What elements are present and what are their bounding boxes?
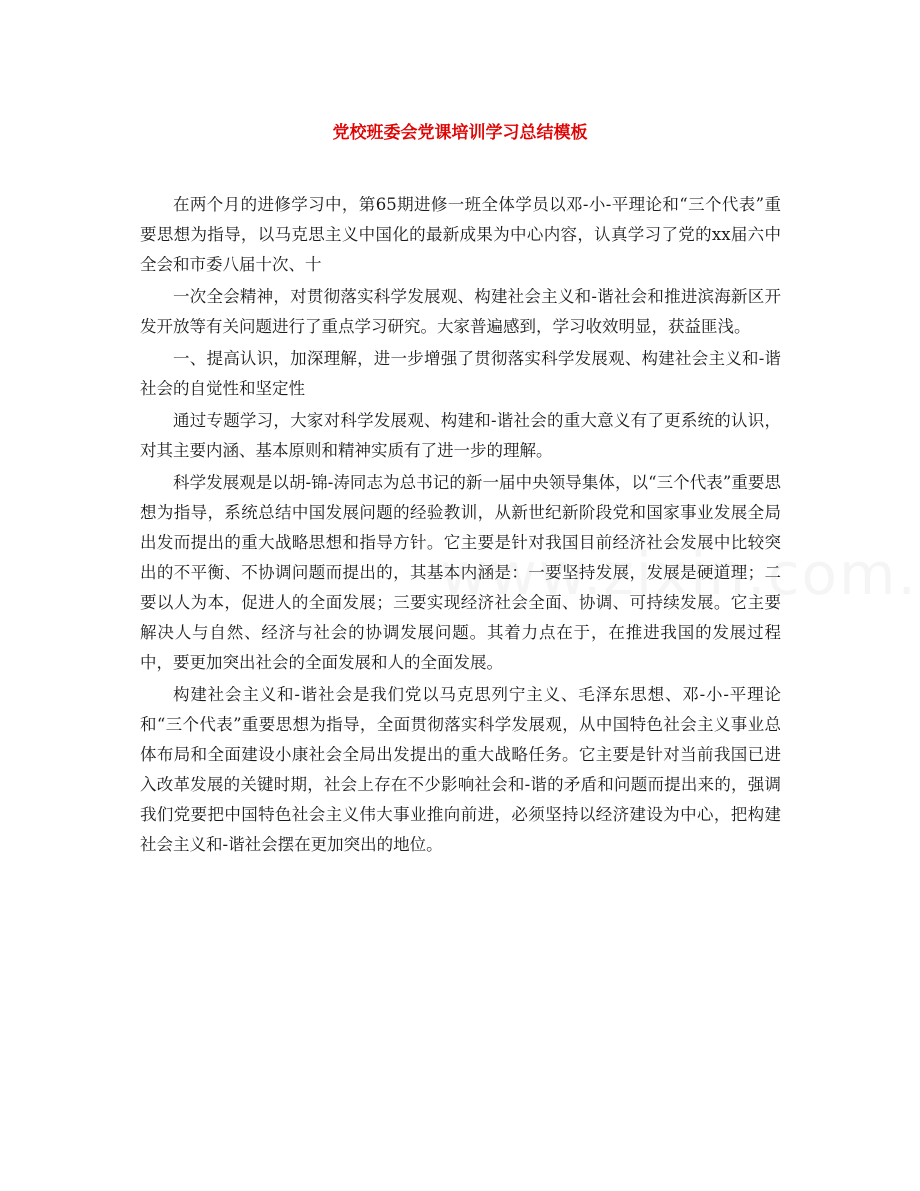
paragraph-1: 在两个月的进修学习中，第65期进修一班全体学员以邓-小-平理论和“三个代表”重要思想为指导，以马克思主义中国化的最新成果为中心内容，认真学习了党的xx届六中全会和市委八届十次、十	[140, 195, 781, 274]
paragraph-2: 一次全会精神，对贯彻落实科学发展观、构建社会主义和-谐社会和推进滨海新区开发开放等有关问题进行了重点学习研究。大家普遍感到，学习收效明显，获益匪浅。	[140, 287, 781, 336]
paragraph-4: 科学发展观是以胡-锦-涛同志为总书记的新一届中央领导集体，以“三个代表”重要思想为指导，系统总结中国发展问题的经验教训，从新世纪新阶段党和国家事业发展全局出发而提出的重大战略思想和指导方针。它主要是针对我国目前经济社会发展中比较突出的不平衡、不协调问题而提出的，其基本内涵是：一要坚持发展，发展是硬道理；二要以人为本，促进人的全面发展；三要实现经济社会全面、协调、可持续发展。它主要解决人与自然、经济与社会的协调发展问题。其着力点在于，在推进我国的发展过程中，要更加突出社会的全面发展和人的全面发展。	[140, 473, 781, 672]
paragraph-3: 通过专题学习，大家对科学发展观、构建和-谐社会的重大意义有了更系统的认识，对其主要内涵、基本原则和精神实质有了进一步的理解。	[140, 411, 781, 460]
paragraph-5: 构建社会主义和-谐社会是我们党以马克思列宁主义、毛泽东思想、邓-小-平理论和“三个代表”重要思想为指导，全面贯彻落实科学发展观，从中国特色社会主义事业总体布局和全面建设小康社会全局出发提出的重大战略任务。它主要是针对当前我国已进入改革发展的关键时期，社会上存在不少影响社会和-谐的矛盾和问题而提出来的，强调我们党要把中国特色社会主义伟大事业推向前进，必须坚持以经济建设为中心，把构建社会主义和-谐社会摆在更加突出的地位。	[140, 685, 781, 854]
document-title: 党校班委会党课培训学习总结模板	[332, 123, 588, 143]
section-heading-1: 一、提高认识，加深理解，进一步增强了贯彻落实科学发展观、构建社会主义和-谐社会的自觉性和坚定性	[140, 349, 781, 398]
document-body	[140, 190, 781, 860]
